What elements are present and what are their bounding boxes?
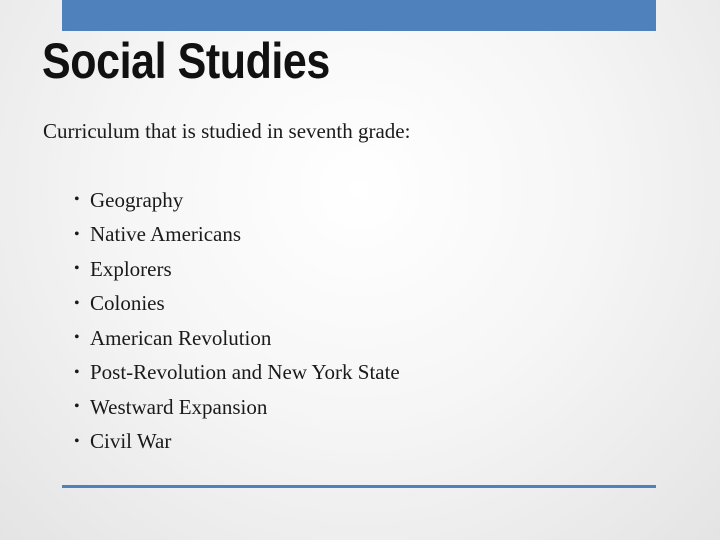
list-item-label: Civil War <box>90 429 172 454</box>
list-item <box>74 218 400 253</box>
list-item <box>74 287 400 322</box>
bottom-accent-rule <box>62 485 656 488</box>
list-item-label: Westward Expansion <box>90 394 268 419</box>
list-item-label: Colonies <box>90 291 165 316</box>
bullet-icon: • <box>74 225 80 243</box>
slide-title: Social Studies <box>42 33 330 89</box>
list-item <box>74 425 400 460</box>
list-item-label: Explorers <box>90 256 172 281</box>
slide-subtitle: Curriculum that is studied in seventh grade: <box>43 119 411 143</box>
bullet-icon: • <box>74 363 80 381</box>
bullet-icon: • <box>74 260 80 278</box>
curriculum-list <box>74 183 400 459</box>
list-item-label: Native Americans <box>90 222 242 247</box>
bullet-icon: • <box>74 191 80 209</box>
list-item <box>74 321 400 356</box>
list-item-label: American Revolution <box>90 325 272 350</box>
bullet-icon: • <box>74 398 80 416</box>
list-item <box>74 252 400 287</box>
bullet-icon: • <box>74 294 80 312</box>
list-item <box>74 183 400 218</box>
list-item <box>74 390 400 425</box>
list-item-label: Geography <box>90 187 184 212</box>
list-item <box>74 356 400 391</box>
bullet-icon: • <box>74 432 80 450</box>
list-item-label: Post-Revolution and New York State <box>90 360 400 385</box>
bullet-icon: • <box>74 329 80 347</box>
top-accent-bar <box>62 0 656 31</box>
